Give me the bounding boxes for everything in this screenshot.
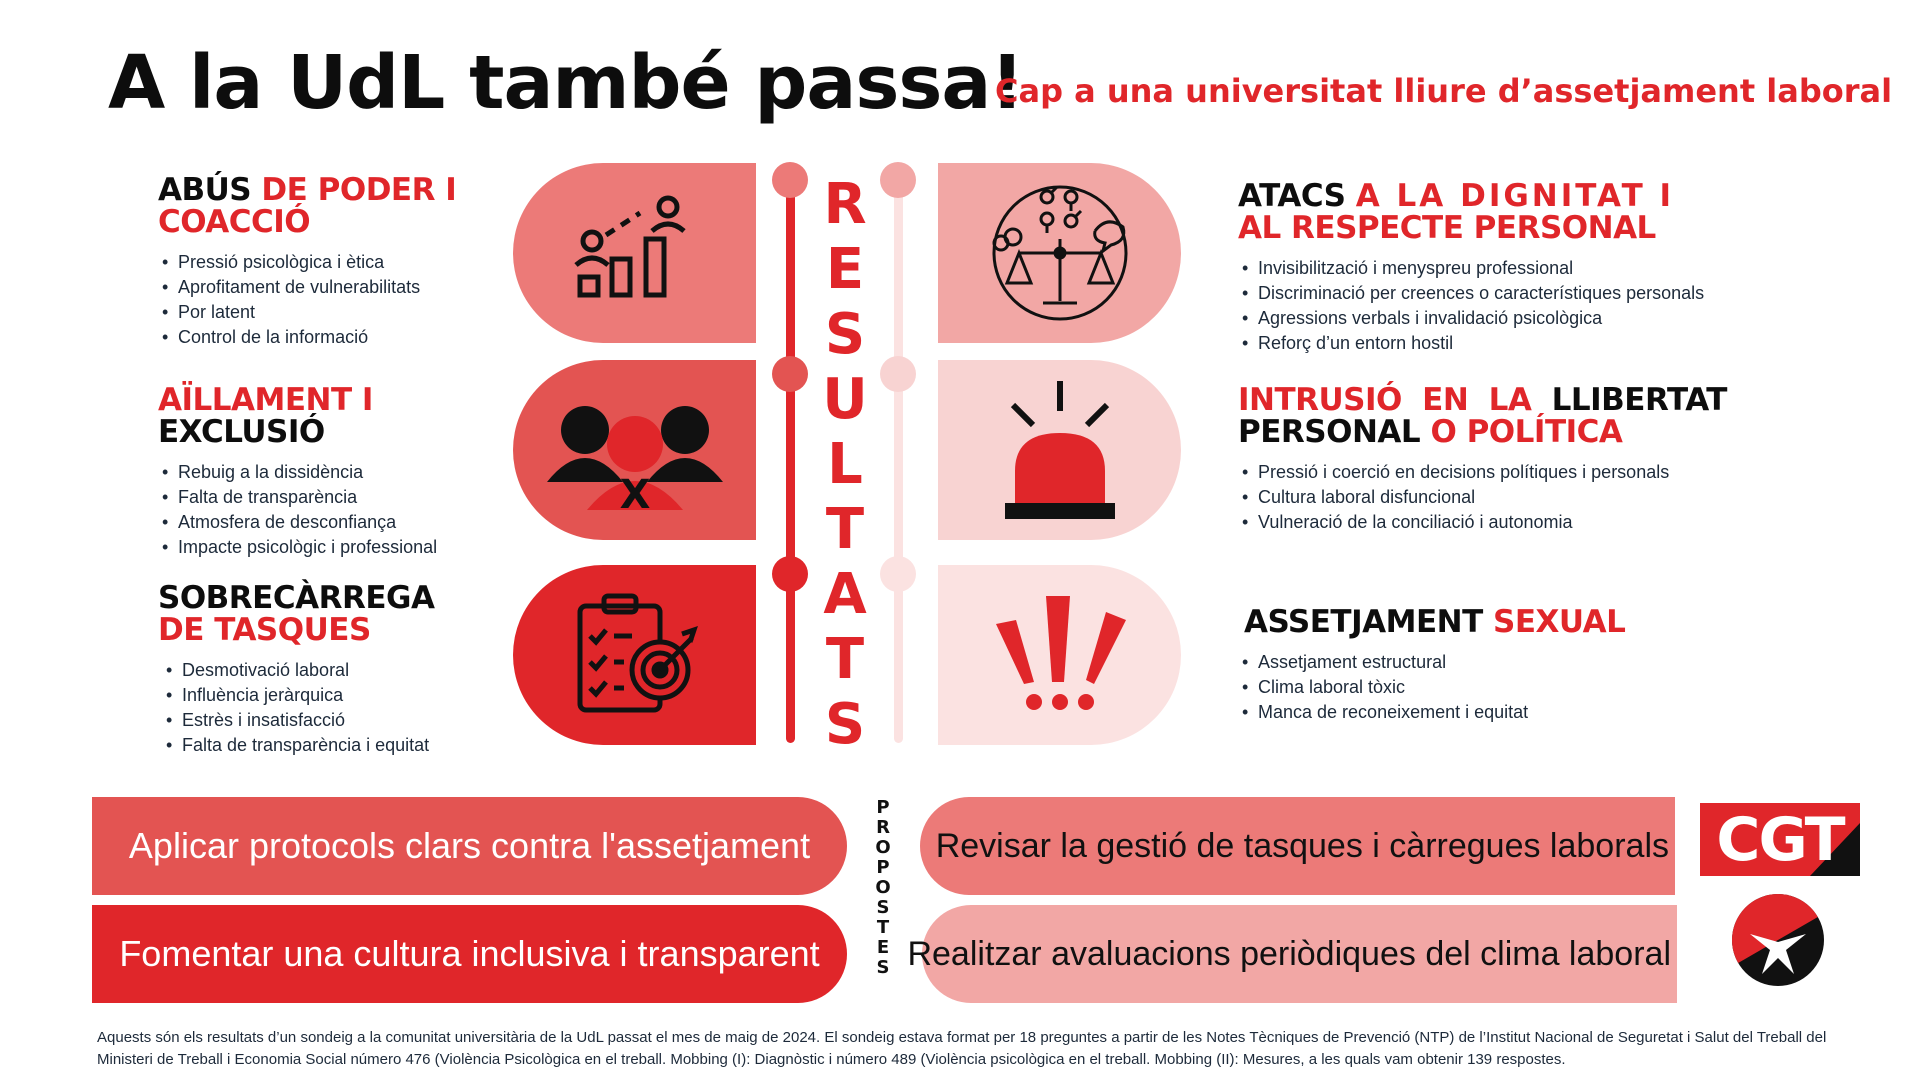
category-items xyxy=(162,658,434,758)
propostes-vertical-label: P R O P O S T E S xyxy=(875,797,891,978)
category-atacs-dignitat xyxy=(1238,180,1704,356)
category-intrusio-llibertat xyxy=(1238,384,1727,535)
list-item: • Pressió psicològica i ètica xyxy=(158,250,456,275)
list-item: • Clima laboral tòxic xyxy=(1238,675,1625,700)
list-item: • Rebuig a la dissidència xyxy=(158,460,437,485)
list-item: • Impacte psicològic i professional xyxy=(158,535,437,560)
list-item: • Cultura laboral disfuncional xyxy=(1238,485,1727,510)
cgt-emblem-icon xyxy=(1732,894,1824,986)
list-item: • Falta de transparència i equitat xyxy=(162,733,434,758)
cgt-logo-text: CGT xyxy=(1716,804,1844,875)
capsule-liberty xyxy=(938,360,1181,540)
capsule-sexual xyxy=(938,565,1181,745)
list-item: • Falta de transparència xyxy=(158,485,437,510)
capsule-dignity xyxy=(938,163,1181,343)
page-subtitle: Cap a una universitat lliure d’assetjament laboral xyxy=(995,72,1893,110)
timeline-line-left xyxy=(786,178,795,743)
gender-justice-icon xyxy=(985,183,1135,323)
list-item: • Vulneració de la conciliació i autonomia xyxy=(1238,510,1727,535)
list-item: • Por latent xyxy=(158,300,456,325)
timeline-dot xyxy=(772,162,808,198)
list-item: • Manca de reconeixement i equitat xyxy=(1238,700,1625,725)
results-vertical-label: R E S U L T A T S xyxy=(822,172,868,757)
timeline-dot xyxy=(880,356,916,392)
svg-text:X: X xyxy=(619,472,650,510)
list-item: • Control de la informació xyxy=(158,325,456,350)
list-item: • Pressió i coerció en decisions polítiques i personals xyxy=(1238,460,1727,485)
capsule-workload xyxy=(513,565,756,745)
timeline-dot xyxy=(880,556,916,592)
proposal-inclusive-culture: Fomentar una cultura inclusiva i transparent xyxy=(92,905,847,1003)
list-item: • Influència jeràrquica xyxy=(162,683,434,708)
category-title: ATACS A LA DIGNITAT I AL RESPECTE PERSONAL xyxy=(1238,178,1675,246)
page-title: A la UdL també passa! xyxy=(108,40,1024,126)
list-item: • Reforç d’un entorn hostil xyxy=(1238,331,1704,356)
category-title: ASSETJAMENT SEXUAL xyxy=(1244,604,1626,640)
category-items xyxy=(1238,650,1625,725)
proposal-protocols: Aplicar protocols clars contra l'assetjament xyxy=(92,797,847,895)
people-excluded-icon xyxy=(545,390,725,510)
category-items xyxy=(1238,460,1727,535)
list-item: • Discriminació per creences o característiques personals xyxy=(1238,281,1704,306)
checklist-target-icon xyxy=(570,590,700,720)
proposal-task-management: Revisar la gestió de tasques i càrregues laborals xyxy=(920,797,1675,895)
footnote: Aquests són els resultats d’un sondeig a la comunitat universitària de la UdL passat el mes de maig de 2024. El sondeig estava format per 18 preguntes a partir de les Notes Tècniques de Prevenció (NTP) de l’Institut Nacional de Seguretat i Salut del Treball del Ministeri de Treball i Economia Social número 476 (Violència Psicològica en el treball. Mobbing (I): Diagnòstic i número 489 (Violència psicològica en el treball. Mobbing (II): Mesures, a les quals vam obtenir 139 respostes. xyxy=(97,1029,1827,1068)
timeline-dot xyxy=(772,356,808,392)
category-items xyxy=(1238,256,1704,356)
list-item: • Desmotivació laboral xyxy=(162,658,434,683)
capsule-exclusion xyxy=(513,360,756,540)
capsule-strategy xyxy=(513,163,756,343)
proposal-climate-evaluation: Realitzar avaluacions periòdiques del clima laboral xyxy=(922,905,1677,1003)
timeline-line-right xyxy=(894,178,903,743)
strategy-growth-icon xyxy=(570,193,700,313)
category-items xyxy=(158,460,437,560)
siren-alarm-icon xyxy=(995,375,1125,525)
exclamation-marks-icon xyxy=(990,590,1130,720)
timeline-dot xyxy=(772,556,808,592)
category-abus-poder xyxy=(158,174,456,350)
list-item: • Agressions verbals i invalidació psicològica xyxy=(1238,306,1704,331)
cgt-logo xyxy=(1700,803,1860,876)
list-item: • Assetjament estructural xyxy=(1238,650,1625,675)
category-title: INTRUSIÓ EN LA LLIBERTAT PERSONAL O POLÍTICA xyxy=(1238,382,1727,450)
category-items xyxy=(158,250,456,350)
timeline-dot xyxy=(880,162,916,198)
category-assetjament-sexual xyxy=(1244,606,1625,725)
category-title: ABÚS DE PODER I COACCIÓ xyxy=(158,172,457,240)
list-item: • Invisibilització i menyspreu professional xyxy=(1238,256,1704,281)
category-sobrecarrega xyxy=(158,582,434,758)
list-item: • Atmosfera de desconfiança xyxy=(158,510,437,535)
category-title: SOBRECÀRREGA DE TASQUES xyxy=(158,580,435,648)
category-aillament xyxy=(158,384,437,560)
list-item: • Estrès i insatisfacció xyxy=(162,708,434,733)
category-title: AÏLLAMENT I EXCLUSIÓ xyxy=(158,382,373,450)
list-item: • Aprofitament de vulnerabilitats xyxy=(158,275,456,300)
